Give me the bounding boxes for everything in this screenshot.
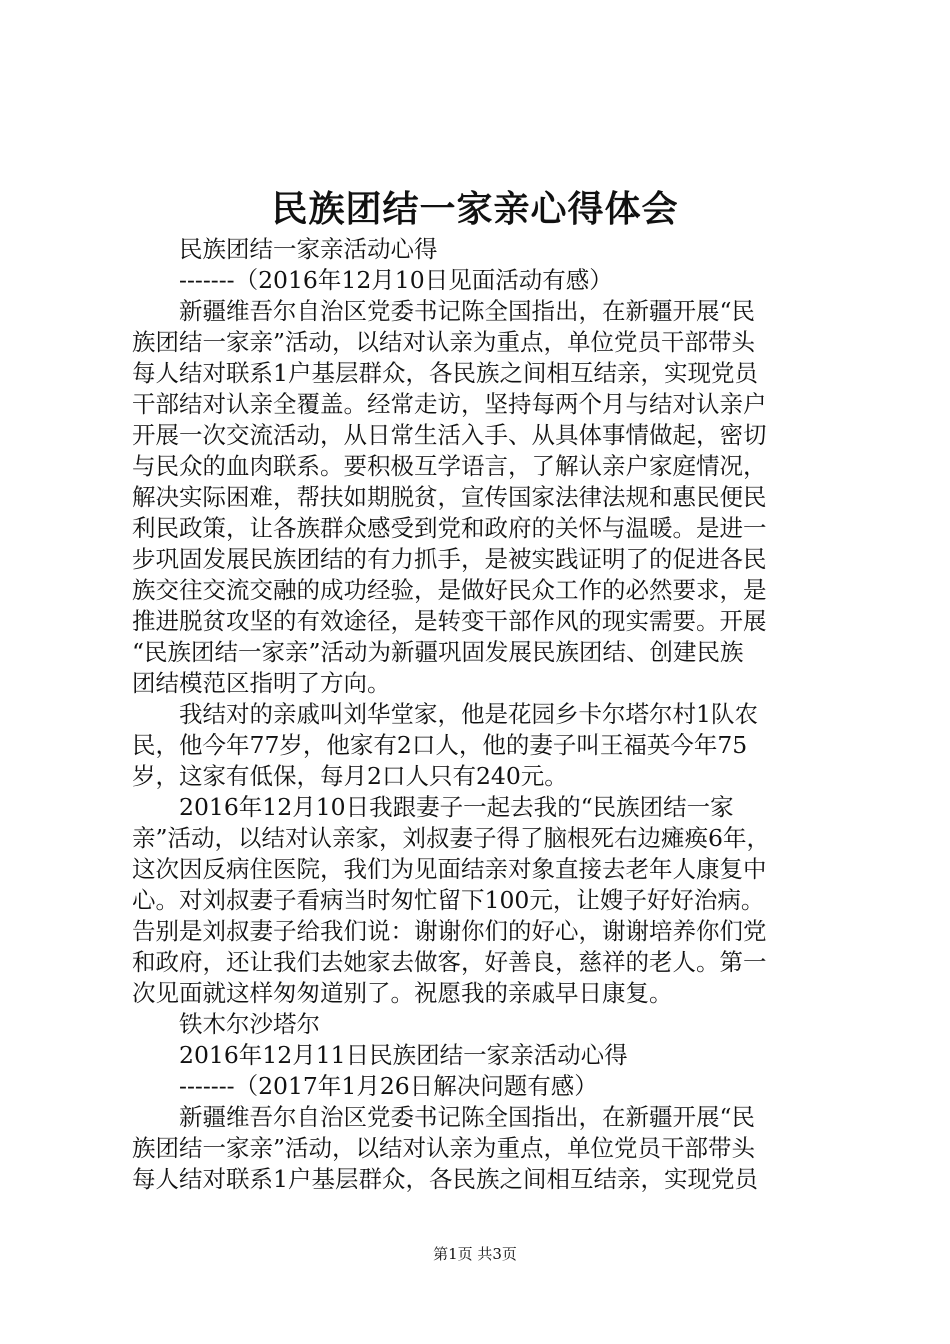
text-line: 民族团结一家亲活动心得	[179, 235, 438, 263]
text-line: 次见面就这样匆匆道别了。祝愿我的亲戚早日康复。	[132, 979, 673, 1007]
text-line: 每人结对联系1户基层群众，各民族之间相互结亲，实现党员	[132, 1165, 758, 1193]
text-line: 铁木尔沙塔尔	[179, 1010, 320, 1038]
text-line: 2016年12月10日我跟妻子一起去我的“民族团结一家	[179, 793, 734, 821]
text-line: 我结对的亲戚叫刘华堂家，他是花园乡卡尔塔尔村1队农	[179, 700, 758, 728]
text-line: 每人结对联系1户基层群众，各民族之间相互结亲，实现党员	[132, 359, 758, 387]
text-line: 亲”活动，以结对认亲家，刘叔妻子得了脑根死右边瘫痪6年，	[132, 824, 770, 852]
text-line: 这次因反病住医院，我们为见面结亲对象直接去老年人康复中	[132, 855, 767, 883]
text-line: 利民政策，让各族群众感受到党和政府的关怀与温暖。是进一	[132, 514, 767, 542]
document-body	[132, 234, 832, 1195]
text-line: 族团结一家亲”活动，以结对认亲为重点，单位党员干部带头	[132, 1134, 756, 1162]
text-line: 开展一次交流活动，从日常生活入手、从具体事情做起，密切	[132, 421, 767, 449]
text-line: 2016年12月11日民族团结一家亲活动心得	[179, 1041, 628, 1069]
text-line: 解决实际困难，帮扶如期脱贫，宣传国家法律法规和惠民便民	[132, 483, 767, 511]
text-line: 新疆维吾尔自治区党委书记陈全国指出，在新疆开展“民	[179, 1103, 756, 1131]
text-line: 民，他今年77岁，他家有2口人，他的妻子叫王福英今年75	[132, 731, 748, 759]
text-line: 岁，这家有低保，每月2口人只有240元。	[132, 762, 568, 790]
text-line: 心。对刘叔妻子看病当时匆忙留下100元，让嫂子好好治病。	[132, 886, 765, 914]
text-line: 族交往交流交融的成功经验，是做好民众工作的必然要求，是	[132, 576, 767, 604]
text-line: 推进脱贫攻坚的有效途径，是转变干部作风的现实需要。开展	[132, 607, 767, 635]
text-line: 族团结一家亲”活动，以结对认亲为重点，单位党员干部带头	[132, 328, 756, 356]
text-line: -------（2016年12月10日见面活动有感）	[179, 266, 613, 294]
text-line: 新疆维吾尔自治区党委书记陈全国指出，在新疆开展“民	[179, 297, 756, 325]
text-line: 和政府，还让我们去她家去做客，好善良，慈祥的老人。第一	[132, 948, 767, 976]
text-line: 步巩固发展民族团结的有力抓手，是被实践证明了的促进各民	[132, 545, 767, 573]
page-number-footer: 第1页 共3页	[433, 1245, 517, 1263]
text-line: 与民众的血肉联系。要积极互学语言，了解认亲户家庭情况，	[132, 452, 767, 480]
text-line: 告别是刘叔妻子给我们说：谢谢你们的好心，谢谢培养你们党	[132, 917, 767, 945]
text-line: 干部结对认亲全覆盖。经常走访，坚持每两个月与结对认亲户	[132, 390, 767, 418]
document-title: 民族团结一家亲心得体会	[271, 188, 679, 230]
text-line: “民族团结一家亲”活动为新疆巩固发展民族团结、创建民族	[132, 638, 744, 666]
text-line: 团结模范区指明了方向。	[132, 669, 391, 697]
text-line: -------（2017年1月26日解决问题有感）	[179, 1072, 598, 1100]
